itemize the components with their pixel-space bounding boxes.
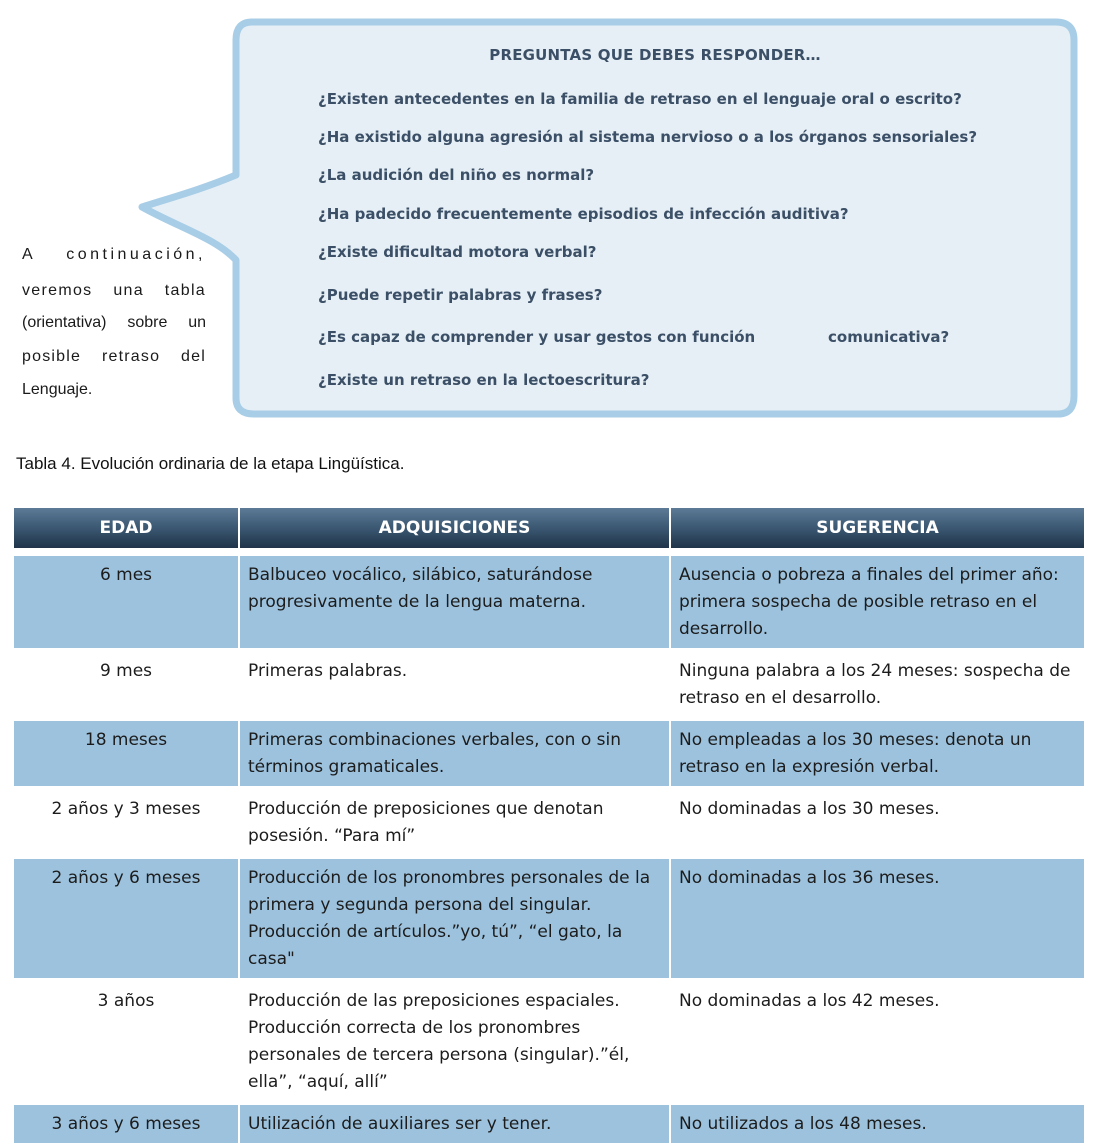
intro-line-1: A continuación, — [22, 246, 206, 263]
table-row — [14, 980, 1084, 1103]
intro-line-2: veremos una tabla — [22, 282, 206, 299]
cell-adquisiciones: Primeras combinaciones verbales, con o sin términos gramaticales. — [239, 719, 670, 788]
cell-sugerencia: No dominadas a los 42 meses. — [670, 980, 1084, 1103]
cell-adquisiciones: Producción de los pronombres personales de la primera y segunda persona del singular. Producción de artículos.”yo, tú”, “el gato, la casa" — [239, 857, 670, 980]
table-row — [14, 719, 1084, 788]
cell-edad: 6 mes — [14, 552, 239, 650]
intro-line-3: (orientativa) sobre un — [22, 314, 206, 331]
question-1: ¿Existen antecedentes en la familia de retraso en el lenguaje oral o escrito? — [318, 90, 962, 108]
cell-adquisiciones: Producción de preposiciones que denotan posesión. “Para mí” — [239, 788, 670, 857]
intro-line-4: posible retraso del — [22, 348, 206, 365]
table-header-row — [14, 508, 1084, 552]
cell-edad: 2 años y 6 meses — [14, 857, 239, 980]
cell-edad: 3 años y 6 meses — [14, 1103, 239, 1143]
cell-sugerencia: No utilizados a los 48 meses. — [670, 1103, 1084, 1143]
cell-sugerencia: No dominadas a los 36 meses. — [670, 857, 1084, 980]
cell-edad: 2 años y 3 meses — [14, 788, 239, 857]
question-7-end: comunicativa? — [828, 328, 950, 346]
header-edad: EDAD — [14, 508, 239, 552]
cell-adquisiciones: Producción de las preposiciones espaciales. Producción correcta de los pronombres personales de tercera persona (singular).”él, ella”, “aquí, allí” — [239, 980, 670, 1103]
cell-sugerencia: Ninguna palabra a los 24 meses: sospecha de retraso en el desarrollo. — [670, 650, 1084, 719]
cell-sugerencia: Ausencia o pobreza a finales del primer año: primera sospecha de posible retraso en el desarrollo. — [670, 552, 1084, 650]
header-adquisiciones: ADQUISICIONES — [239, 508, 670, 552]
table-caption: Tabla 4. Evolución ordinaria de la etapa Lingüística. — [16, 454, 405, 473]
cell-adquisiciones: Balbuceo vocálico, silábico, saturándose progresivamente de la lengua materna. — [239, 552, 670, 650]
cell-sugerencia: No empleadas a los 30 meses: denota un retraso en la expresión verbal. — [670, 719, 1084, 788]
cell-adquisiciones: Utilización de auxiliares ser y tener. — [239, 1103, 670, 1143]
cell-sugerencia: No dominadas a los 30 meses. — [670, 788, 1084, 857]
bubble-title: PREGUNTAS QUE DEBES RESPONDER… — [489, 46, 821, 64]
table-row — [14, 857, 1084, 980]
language-evolution-table — [14, 508, 1084, 1143]
header-sugerencia: SUGERENCIA — [670, 508, 1084, 552]
table-row — [14, 1103, 1084, 1143]
question-3: ¿La audición del niño es normal? — [318, 166, 595, 184]
question-7: ¿Es capaz de comprender y usar gestos con función — [318, 328, 756, 346]
question-2: ¿Ha existido alguna agresión al sistema nervioso o a los órganos sensoriales? — [318, 128, 978, 146]
question-8: ¿Existe un retraso en la lectoescritura? — [318, 371, 650, 389]
intro-line-5: Lenguaje. — [22, 381, 93, 398]
table-row — [14, 552, 1084, 650]
question-5: ¿Existe dificultad motora verbal? — [318, 243, 597, 261]
question-4: ¿Ha padecido frecuentemente episodios de infección auditiva? — [318, 205, 849, 223]
table-row — [14, 788, 1084, 857]
question-6: ¿Puede repetir palabras y frases? — [318, 286, 603, 304]
cell-edad: 9 mes — [14, 650, 239, 719]
cell-edad: 3 años — [14, 980, 239, 1103]
cell-adquisiciones: Primeras palabras. — [239, 650, 670, 719]
cell-edad: 18 meses — [14, 719, 239, 788]
table-row — [14, 650, 1084, 719]
